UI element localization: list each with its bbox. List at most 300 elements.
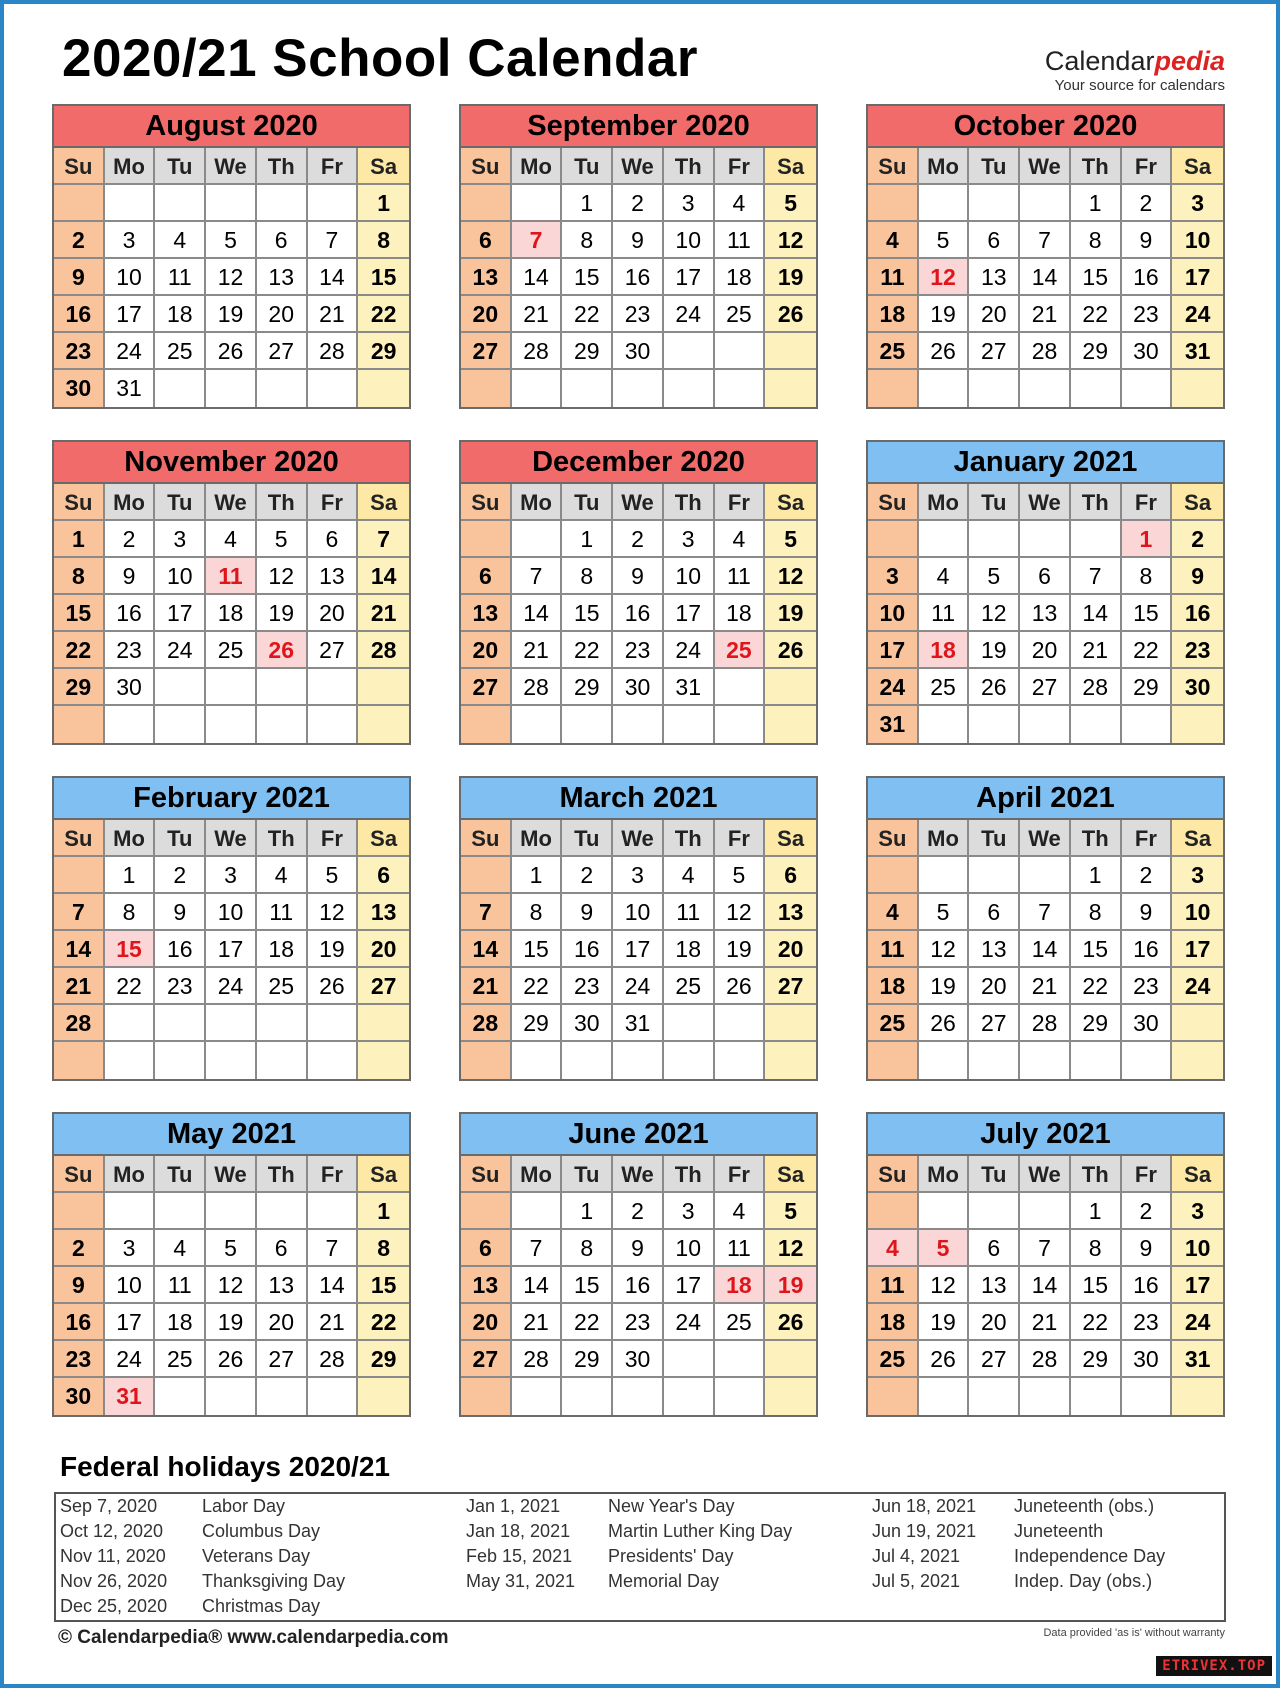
day-cell[interactable]: 24 [613, 968, 664, 1005]
day-cell[interactable]: 23 [1172, 632, 1223, 669]
day-cell[interactable]: 14 [1020, 1267, 1071, 1304]
day-cell[interactable]: 15 [358, 1267, 409, 1304]
day-cell[interactable]: 25 [155, 333, 206, 370]
day-cell[interactable]: 29 [54, 669, 105, 706]
day-cell[interactable]: 22 [358, 296, 409, 333]
day-cell[interactable]: 30 [54, 1378, 105, 1415]
holiday-cell[interactable]: 25 [715, 632, 766, 669]
day-cell[interactable]: 3 [664, 521, 715, 558]
day-cell[interactable]: 25 [868, 333, 919, 370]
day-cell[interactable]: 4 [664, 857, 715, 894]
day-cell[interactable]: 5 [715, 857, 766, 894]
day-cell[interactable]: 10 [155, 558, 206, 595]
day-cell[interactable]: 26 [919, 333, 970, 370]
day-cell[interactable]: 22 [54, 632, 105, 669]
day-cell[interactable]: 3 [155, 521, 206, 558]
day-cell[interactable]: 22 [1071, 296, 1122, 333]
day-cell[interactable]: 9 [54, 259, 105, 296]
day-cell[interactable]: 15 [54, 595, 105, 632]
day-cell[interactable]: 14 [1020, 259, 1071, 296]
day-cell[interactable]: 5 [206, 1230, 257, 1267]
day-cell[interactable]: 7 [54, 894, 105, 931]
day-cell[interactable]: 28 [1071, 669, 1122, 706]
day-cell[interactable]: 27 [969, 1341, 1020, 1378]
day-cell[interactable]: 10 [664, 222, 715, 259]
day-cell[interactable]: 16 [613, 1267, 664, 1304]
day-cell[interactable]: 29 [512, 1005, 563, 1042]
day-cell[interactable]: 11 [868, 1267, 919, 1304]
day-cell[interactable]: 29 [562, 1341, 613, 1378]
day-cell[interactable]: 23 [1122, 296, 1173, 333]
day-cell[interactable]: 12 [919, 931, 970, 968]
day-cell[interactable]: 19 [308, 931, 359, 968]
day-cell[interactable]: 16 [1122, 931, 1173, 968]
day-cell[interactable]: 15 [358, 259, 409, 296]
day-cell[interactable]: 18 [155, 296, 206, 333]
day-cell[interactable]: 12 [765, 222, 816, 259]
day-cell[interactable]: 15 [1071, 259, 1122, 296]
day-cell[interactable]: 18 [206, 595, 257, 632]
day-cell[interactable]: 27 [969, 333, 1020, 370]
day-cell[interactable]: 11 [715, 558, 766, 595]
day-cell[interactable]: 22 [512, 968, 563, 1005]
day-cell[interactable]: 10 [868, 595, 919, 632]
day-cell[interactable]: 20 [1020, 632, 1071, 669]
day-cell[interactable]: 24 [868, 669, 919, 706]
day-cell[interactable]: 2 [1122, 1193, 1173, 1230]
day-cell[interactable]: 27 [257, 333, 308, 370]
day-cell[interactable]: 3 [664, 185, 715, 222]
day-cell[interactable]: 16 [1122, 1267, 1173, 1304]
day-cell[interactable]: 21 [1020, 968, 1071, 1005]
day-cell[interactable]: 17 [664, 595, 715, 632]
day-cell[interactable]: 4 [919, 558, 970, 595]
day-cell[interactable]: 28 [308, 1341, 359, 1378]
day-cell[interactable]: 22 [562, 632, 613, 669]
day-cell[interactable]: 8 [1071, 222, 1122, 259]
day-cell[interactable]: 14 [1020, 931, 1071, 968]
day-cell[interactable]: 27 [969, 1005, 1020, 1042]
day-cell[interactable]: 30 [613, 333, 664, 370]
day-cell[interactable]: 30 [613, 1341, 664, 1378]
day-cell[interactable]: 23 [155, 968, 206, 1005]
day-cell[interactable]: 27 [461, 1341, 512, 1378]
day-cell[interactable]: 19 [206, 296, 257, 333]
day-cell[interactable]: 3 [105, 222, 156, 259]
day-cell[interactable]: 17 [664, 259, 715, 296]
day-cell[interactable]: 6 [308, 521, 359, 558]
day-cell[interactable]: 31 [664, 669, 715, 706]
day-cell[interactable]: 7 [1020, 1230, 1071, 1267]
day-cell[interactable]: 20 [358, 931, 409, 968]
day-cell[interactable]: 10 [664, 558, 715, 595]
holiday-cell[interactable]: 18 [715, 1267, 766, 1304]
day-cell[interactable]: 14 [461, 931, 512, 968]
day-cell[interactable]: 5 [308, 857, 359, 894]
day-cell[interactable]: 9 [1122, 222, 1173, 259]
day-cell[interactable]: 1 [562, 521, 613, 558]
day-cell[interactable]: 10 [613, 894, 664, 931]
day-cell[interactable]: 24 [206, 968, 257, 1005]
day-cell[interactable]: 26 [765, 296, 816, 333]
day-cell[interactable]: 23 [54, 1341, 105, 1378]
day-cell[interactable]: 13 [969, 1267, 1020, 1304]
day-cell[interactable]: 11 [919, 595, 970, 632]
day-cell[interactable]: 3 [1172, 185, 1223, 222]
day-cell[interactable]: 13 [1020, 595, 1071, 632]
day-cell[interactable]: 6 [257, 1230, 308, 1267]
day-cell[interactable]: 30 [54, 370, 105, 407]
day-cell[interactable]: 31 [868, 706, 919, 743]
day-cell[interactable]: 2 [613, 1193, 664, 1230]
day-cell[interactable]: 2 [1172, 521, 1223, 558]
day-cell[interactable]: 6 [461, 558, 512, 595]
day-cell[interactable]: 23 [1122, 1304, 1173, 1341]
day-cell[interactable]: 28 [512, 333, 563, 370]
day-cell[interactable]: 16 [562, 931, 613, 968]
day-cell[interactable]: 30 [562, 1005, 613, 1042]
day-cell[interactable]: 25 [715, 1304, 766, 1341]
footer-copyright[interactable]: © Calendarpedia® www.calendarpedia.com [58, 1627, 449, 1648]
day-cell[interactable]: 26 [919, 1341, 970, 1378]
day-cell[interactable]: 13 [969, 931, 1020, 968]
day-cell[interactable]: 2 [54, 222, 105, 259]
day-cell[interactable]: 21 [512, 632, 563, 669]
day-cell[interactable]: 3 [664, 1193, 715, 1230]
day-cell[interactable]: 4 [868, 222, 919, 259]
day-cell[interactable]: 19 [765, 259, 816, 296]
day-cell[interactable]: 9 [105, 558, 156, 595]
day-cell[interactable]: 20 [461, 632, 512, 669]
day-cell[interactable]: 8 [1071, 894, 1122, 931]
day-cell[interactable]: 8 [562, 222, 613, 259]
day-cell[interactable]: 17 [868, 632, 919, 669]
day-cell[interactable]: 25 [257, 968, 308, 1005]
day-cell[interactable]: 21 [512, 1304, 563, 1341]
day-cell[interactable]: 12 [969, 595, 1020, 632]
day-cell[interactable]: 1 [358, 1193, 409, 1230]
day-cell[interactable]: 13 [257, 259, 308, 296]
day-cell[interactable]: 8 [358, 222, 409, 259]
day-cell[interactable]: 4 [868, 894, 919, 931]
day-cell[interactable]: 28 [512, 669, 563, 706]
day-cell[interactable]: 6 [461, 1230, 512, 1267]
day-cell[interactable]: 27 [358, 968, 409, 1005]
day-cell[interactable]: 29 [358, 1341, 409, 1378]
day-cell[interactable]: 7 [1020, 222, 1071, 259]
day-cell[interactable]: 30 [1122, 333, 1173, 370]
day-cell[interactable]: 20 [969, 968, 1020, 1005]
day-cell[interactable]: 7 [461, 894, 512, 931]
day-cell[interactable]: 3 [1172, 1193, 1223, 1230]
day-cell[interactable]: 13 [461, 1267, 512, 1304]
day-cell[interactable]: 1 [105, 857, 156, 894]
holiday-cell[interactable]: 5 [919, 1230, 970, 1267]
day-cell[interactable]: 5 [765, 1193, 816, 1230]
day-cell[interactable]: 7 [1071, 558, 1122, 595]
day-cell[interactable]: 3 [1172, 857, 1223, 894]
day-cell[interactable]: 11 [664, 894, 715, 931]
day-cell[interactable]: 23 [1122, 968, 1173, 1005]
day-cell[interactable]: 18 [868, 1304, 919, 1341]
day-cell[interactable]: 9 [613, 1230, 664, 1267]
day-cell[interactable]: 12 [919, 1267, 970, 1304]
day-cell[interactable]: 5 [765, 185, 816, 222]
day-cell[interactable]: 4 [155, 1230, 206, 1267]
day-cell[interactable]: 16 [54, 296, 105, 333]
day-cell[interactable]: 18 [257, 931, 308, 968]
day-cell[interactable]: 28 [512, 1341, 563, 1378]
day-cell[interactable]: 1 [562, 1193, 613, 1230]
day-cell[interactable]: 17 [1172, 1267, 1223, 1304]
day-cell[interactable]: 8 [1071, 1230, 1122, 1267]
day-cell[interactable]: 15 [562, 595, 613, 632]
day-cell[interactable]: 6 [461, 222, 512, 259]
day-cell[interactable]: 20 [461, 1304, 512, 1341]
day-cell[interactable]: 23 [562, 968, 613, 1005]
day-cell[interactable]: 7 [512, 1230, 563, 1267]
day-cell[interactable]: 6 [969, 222, 1020, 259]
day-cell[interactable]: 21 [308, 1304, 359, 1341]
day-cell[interactable]: 11 [155, 1267, 206, 1304]
day-cell[interactable]: 31 [1172, 333, 1223, 370]
holiday-cell[interactable]: 19 [765, 1267, 816, 1304]
day-cell[interactable]: 28 [358, 632, 409, 669]
day-cell[interactable]: 11 [868, 259, 919, 296]
day-cell[interactable]: 20 [461, 296, 512, 333]
day-cell[interactable]: 12 [308, 894, 359, 931]
day-cell[interactable]: 23 [105, 632, 156, 669]
holiday-cell[interactable]: 7 [512, 222, 563, 259]
holiday-cell[interactable]: 12 [919, 259, 970, 296]
day-cell[interactable]: 26 [206, 333, 257, 370]
day-cell[interactable]: 22 [562, 1304, 613, 1341]
day-cell[interactable]: 29 [358, 333, 409, 370]
day-cell[interactable]: 8 [562, 558, 613, 595]
day-cell[interactable]: 24 [664, 632, 715, 669]
day-cell[interactable]: 29 [1071, 1005, 1122, 1042]
day-cell[interactable]: 27 [1020, 669, 1071, 706]
day-cell[interactable]: 14 [512, 595, 563, 632]
day-cell[interactable]: 20 [257, 1304, 308, 1341]
day-cell[interactable]: 10 [105, 259, 156, 296]
day-cell[interactable]: 19 [715, 931, 766, 968]
day-cell[interactable]: 8 [54, 558, 105, 595]
day-cell[interactable]: 1 [1071, 185, 1122, 222]
day-cell[interactable]: 31 [613, 1005, 664, 1042]
day-cell[interactable]: 2 [1122, 857, 1173, 894]
day-cell[interactable]: 24 [105, 333, 156, 370]
day-cell[interactable]: 18 [868, 968, 919, 1005]
day-cell[interactable]: 9 [1122, 1230, 1173, 1267]
day-cell[interactable]: 22 [105, 968, 156, 1005]
day-cell[interactable]: 4 [257, 857, 308, 894]
day-cell[interactable]: 24 [1172, 296, 1223, 333]
day-cell[interactable]: 26 [969, 669, 1020, 706]
day-cell[interactable]: 8 [105, 894, 156, 931]
day-cell[interactable]: 14 [308, 1267, 359, 1304]
day-cell[interactable]: 22 [562, 296, 613, 333]
day-cell[interactable]: 14 [308, 259, 359, 296]
day-cell[interactable]: 11 [868, 931, 919, 968]
day-cell[interactable]: 10 [1172, 222, 1223, 259]
day-cell[interactable]: 7 [308, 222, 359, 259]
day-cell[interactable]: 13 [765, 894, 816, 931]
day-cell[interactable]: 1 [562, 185, 613, 222]
day-cell[interactable]: 5 [257, 521, 308, 558]
day-cell[interactable]: 27 [461, 669, 512, 706]
day-cell[interactable]: 13 [969, 259, 1020, 296]
day-cell[interactable]: 24 [664, 1304, 715, 1341]
day-cell[interactable]: 2 [613, 521, 664, 558]
day-cell[interactable]: 17 [1172, 259, 1223, 296]
day-cell[interactable]: 1 [512, 857, 563, 894]
holiday-cell[interactable]: 1 [1122, 521, 1173, 558]
day-cell[interactable]: 11 [257, 894, 308, 931]
day-cell[interactable]: 5 [919, 222, 970, 259]
day-cell[interactable]: 6 [358, 857, 409, 894]
day-cell[interactable]: 28 [461, 1005, 512, 1042]
day-cell[interactable]: 19 [765, 595, 816, 632]
day-cell[interactable]: 30 [105, 669, 156, 706]
day-cell[interactable]: 22 [1071, 968, 1122, 1005]
day-cell[interactable]: 17 [105, 296, 156, 333]
day-cell[interactable]: 28 [54, 1005, 105, 1042]
day-cell[interactable]: 25 [715, 296, 766, 333]
day-cell[interactable]: 28 [308, 333, 359, 370]
day-cell[interactable]: 18 [868, 296, 919, 333]
day-cell[interactable]: 16 [613, 595, 664, 632]
day-cell[interactable]: 18 [715, 259, 766, 296]
day-cell[interactable]: 26 [765, 1304, 816, 1341]
day-cell[interactable]: 19 [919, 1304, 970, 1341]
day-cell[interactable]: 14 [512, 259, 563, 296]
day-cell[interactable]: 6 [765, 857, 816, 894]
day-cell[interactable]: 24 [1172, 1304, 1223, 1341]
day-cell[interactable]: 14 [358, 558, 409, 595]
day-cell[interactable]: 6 [1020, 558, 1071, 595]
day-cell[interactable]: 24 [155, 632, 206, 669]
day-cell[interactable]: 24 [1172, 968, 1223, 1005]
day-cell[interactable]: 7 [308, 1230, 359, 1267]
day-cell[interactable]: 7 [512, 558, 563, 595]
day-cell[interactable]: 2 [1122, 185, 1173, 222]
day-cell[interactable]: 15 [512, 931, 563, 968]
day-cell[interactable]: 16 [1172, 595, 1223, 632]
day-cell[interactable]: 5 [765, 521, 816, 558]
day-cell[interactable]: 2 [613, 185, 664, 222]
day-cell[interactable]: 22 [1071, 1304, 1122, 1341]
day-cell[interactable]: 1 [1071, 1193, 1122, 1230]
day-cell[interactable]: 19 [919, 296, 970, 333]
day-cell[interactable]: 23 [613, 1304, 664, 1341]
holiday-cell[interactable]: 15 [105, 931, 156, 968]
day-cell[interactable]: 20 [969, 1304, 1020, 1341]
day-cell[interactable]: 1 [1071, 857, 1122, 894]
day-cell[interactable]: 12 [765, 558, 816, 595]
day-cell[interactable]: 4 [206, 521, 257, 558]
day-cell[interactable]: 25 [868, 1005, 919, 1042]
day-cell[interactable]: 15 [562, 1267, 613, 1304]
day-cell[interactable]: 16 [155, 931, 206, 968]
day-cell[interactable]: 9 [1122, 894, 1173, 931]
day-cell[interactable]: 14 [54, 931, 105, 968]
day-cell[interactable]: 21 [54, 968, 105, 1005]
day-cell[interactable]: 28 [1020, 333, 1071, 370]
day-cell[interactable]: 25 [206, 632, 257, 669]
day-cell[interactable]: 29 [1122, 669, 1173, 706]
day-cell[interactable]: 29 [1071, 1341, 1122, 1378]
day-cell[interactable]: 2 [54, 1230, 105, 1267]
day-cell[interactable]: 18 [664, 931, 715, 968]
day-cell[interactable]: 30 [1122, 1005, 1173, 1042]
day-cell[interactable]: 30 [613, 669, 664, 706]
day-cell[interactable]: 29 [562, 669, 613, 706]
day-cell[interactable]: 7 [358, 521, 409, 558]
day-cell[interactable]: 31 [1172, 1341, 1223, 1378]
day-cell[interactable]: 20 [257, 296, 308, 333]
day-cell[interactable]: 29 [1071, 333, 1122, 370]
day-cell[interactable]: 22 [358, 1304, 409, 1341]
day-cell[interactable]: 6 [969, 1230, 1020, 1267]
day-cell[interactable]: 30 [1172, 669, 1223, 706]
day-cell[interactable]: 1 [358, 185, 409, 222]
day-cell[interactable]: 21 [461, 968, 512, 1005]
day-cell[interactable]: 16 [1122, 259, 1173, 296]
day-cell[interactable]: 31 [105, 370, 156, 407]
day-cell[interactable]: 26 [206, 1341, 257, 1378]
day-cell[interactable]: 5 [969, 558, 1020, 595]
day-cell[interactable]: 21 [1020, 296, 1071, 333]
day-cell[interactable]: 23 [613, 632, 664, 669]
day-cell[interactable]: 14 [1071, 595, 1122, 632]
day-cell[interactable]: 13 [257, 1267, 308, 1304]
day-cell[interactable]: 25 [919, 669, 970, 706]
day-cell[interactable]: 27 [461, 333, 512, 370]
day-cell[interactable]: 14 [512, 1267, 563, 1304]
day-cell[interactable]: 16 [105, 595, 156, 632]
day-cell[interactable]: 11 [715, 1230, 766, 1267]
day-cell[interactable]: 7 [1020, 894, 1071, 931]
day-cell[interactable]: 9 [155, 894, 206, 931]
day-cell[interactable]: 12 [257, 558, 308, 595]
day-cell[interactable]: 26 [308, 968, 359, 1005]
day-cell[interactable]: 15 [562, 259, 613, 296]
day-cell[interactable]: 25 [868, 1341, 919, 1378]
day-cell[interactable]: 25 [155, 1341, 206, 1378]
day-cell[interactable]: 17 [105, 1304, 156, 1341]
day-cell[interactable]: 11 [715, 222, 766, 259]
day-cell[interactable]: 26 [765, 632, 816, 669]
day-cell[interactable]: 12 [765, 1230, 816, 1267]
day-cell[interactable]: 12 [715, 894, 766, 931]
day-cell[interactable]: 5 [919, 894, 970, 931]
day-cell[interactable]: 9 [613, 222, 664, 259]
day-cell[interactable]: 19 [257, 595, 308, 632]
day-cell[interactable]: 19 [919, 968, 970, 1005]
day-cell[interactable]: 25 [664, 968, 715, 1005]
day-cell[interactable]: 3 [105, 1230, 156, 1267]
day-cell[interactable]: 5 [206, 222, 257, 259]
holiday-cell[interactable]: 18 [919, 632, 970, 669]
day-cell[interactable]: 8 [562, 1230, 613, 1267]
day-cell[interactable]: 17 [206, 931, 257, 968]
day-cell[interactable]: 10 [1172, 894, 1223, 931]
day-cell[interactable]: 20 [765, 931, 816, 968]
day-cell[interactable]: 29 [562, 333, 613, 370]
day-cell[interactable]: 16 [54, 1304, 105, 1341]
day-cell[interactable]: 23 [613, 296, 664, 333]
